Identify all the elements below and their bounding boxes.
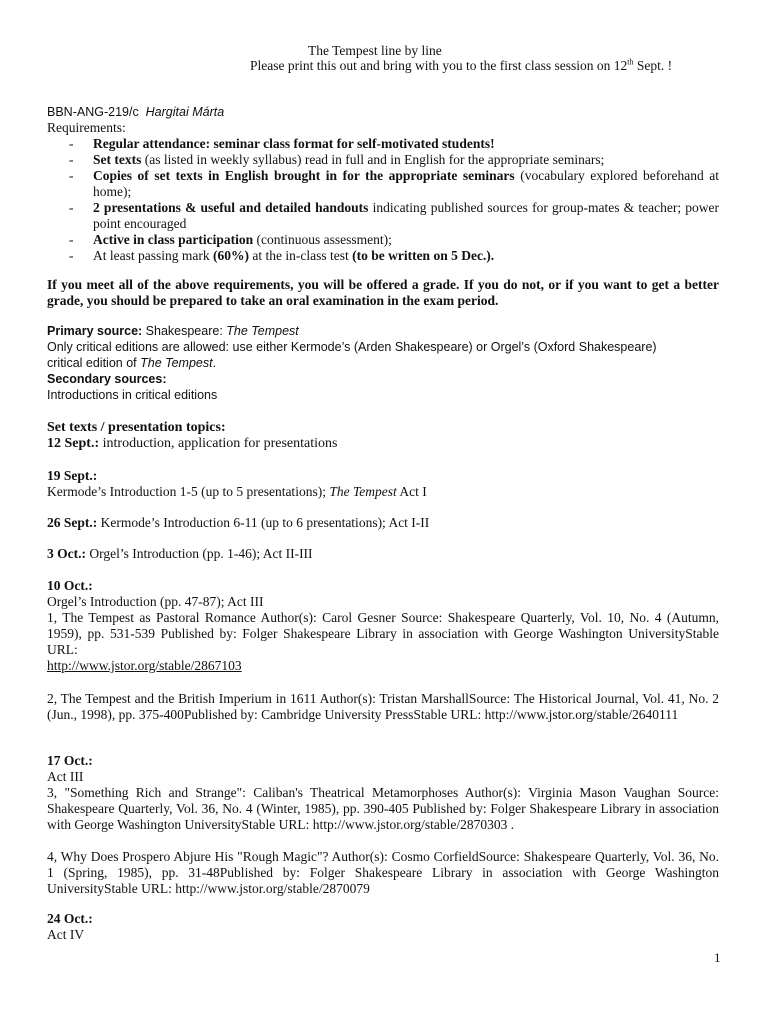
document-title: The Tempest line by line (308, 43, 442, 58)
session-3-oct: 3 Oct.: Orgel’s Introduction (pp. 1-46); Act II-III (47, 546, 313, 561)
session-19-sept: 19 Sept.: Kermode’s Introduction 1-5 (up to 5 presentations); The Tempest Act I (47, 468, 427, 499)
critical-editions-note: Only critical editions are allowed: use either Kermode’s (Arden Shakespeare) or Orgel’s (Oxford Shakespeare) (47, 340, 657, 354)
course-code: BBN-ANG-219/c (47, 105, 139, 119)
critical-editions-note-2: critical edition of The Tempest. (47, 356, 217, 370)
reference-1-link[interactable]: http://www.jstor.org/stable/2867103 (47, 658, 242, 673)
instructor-name: Hargitai Márta (145, 105, 225, 119)
print-instruction: Please print this out and bring with you to the first class session on 12th Sept. ! (250, 57, 673, 73)
requirements-list (47, 136, 719, 264)
session-17-oct: 17 Oct.: Act III 3, "Something Rich and Strange": Caliban's Theatrical Metamorphoses Author(s): Virginia Mason Vaughan Source: Shakespeare Quarterly, Vol. 36, No. 4 (Winter, 1985), pp. 390-405 Published by: Folger Shakespeare Library in association with George Washington UniversityStable URL: http://www.jstor.org/stable/2870303 . (47, 753, 719, 832)
session-10-oct: 10 Oct.: Orgel’s Introduction (pp. 47-87); Act III 1, The Tempest as Pastoral Romance Author(s): Carol Gesner Source: Shakespeare Quarterly, Vol. 10, No. 4 (Autumn, 1959), pp. 531-539 Published by: Folger Shakespeare Library in association with George Washington UniversityStable URL: http://www.jstor.org/stable/2867103 (47, 578, 719, 673)
list-item: - Regular attendance: seminar class format for self-motivated students! (69, 136, 495, 151)
requirements-label: Requirements: (47, 120, 126, 135)
grade-note: If you meet all of the above requirements, you will be offered a grade. If you do not, or if you want to get a better grade, you should be prepared to take an oral examination in the exam period. (47, 277, 719, 308)
sources-section (47, 323, 719, 403)
reference-2: 2, The Tempest and the British Imperium in 1611 Author(s): Tristan MarshallSource: The Historical Journal, Vol. 41, No. 2 (Jun., 1998), pp. 375-400Published by: Cambridge University PressStable URL: http://www.jstor.org/stable/2640111 (47, 691, 719, 722)
list-item: - 2 presentations & useful and detailed handouts indicating published sources for group-mates & teacher; power point encouraged (69, 200, 719, 231)
topics-heading: Set texts / presentation topics: (47, 420, 226, 435)
reference-4: 4, Why Does Prospero Abjure His "Rough Magic"? Author(s): Cosmo CorfieldSource: Shakespeare Quarterly, Vol. 36, No. 1 (Spring, 1985), pp. 31-48Published by: Folger Shakespeare Library in association with George Washington UniversityStable URL: http://www.jstor.org/stable/2870079 (47, 849, 719, 896)
session-26-sept: 26 Sept.: Kermode’s Introduction 6-11 (up to 6 presentations); Act I-II (47, 515, 430, 530)
topics-section (47, 420, 719, 452)
reference-1: 1, The Tempest as Pastoral Romance Author(s): Carol Gesner Source: Shakespeare Quarterly, Vol. 10, No. 4 (Autumn, 1959), pp. 531-539 Published by: Folger Shakespeare Library in association with George Washington UniversityStable URL: (47, 610, 719, 657)
session-24-oct: 24 Oct.: Act IV (47, 911, 93, 942)
requirements-section (47, 120, 719, 264)
page-number: 1 (714, 950, 721, 965)
primary-source: Primary source: Shakespeare: The Tempest (47, 324, 299, 338)
reference-3: 3, "Something Rich and Strange": Caliban's Theatrical Metamorphoses Author(s): Virginia Mason Vaughan Source: Shakespeare Quarterly, Vol. 36, No. 4 (Winter, 1985), pp. 390-405 Published by: Folger Shakespeare Library in association with George Washington UniversityStable URL: http://www.jstor.org/stable/2870303 . (47, 785, 719, 832)
course-line (47, 104, 719, 120)
secondary-source-text: Introductions in critical editions (47, 388, 218, 402)
list-item: - Copies of set texts in English brought in for the appropriate seminars (vocabulary explored beforehand at home); (69, 168, 719, 199)
list-item: - Active in class participation (continuous assessment); (69, 232, 392, 247)
secondary-source-label: Secondary sources: (47, 372, 167, 386)
list-item: - At least passing mark (60%) at the in-class test (to be written on 5 Dec.). (69, 248, 495, 263)
list-item: - Set texts (as listed in weekly syllabus) read in full and in English for the appropriate seminars; (69, 152, 605, 167)
session-12-sept: 12 Sept.: introduction, application for presentations (47, 436, 338, 451)
